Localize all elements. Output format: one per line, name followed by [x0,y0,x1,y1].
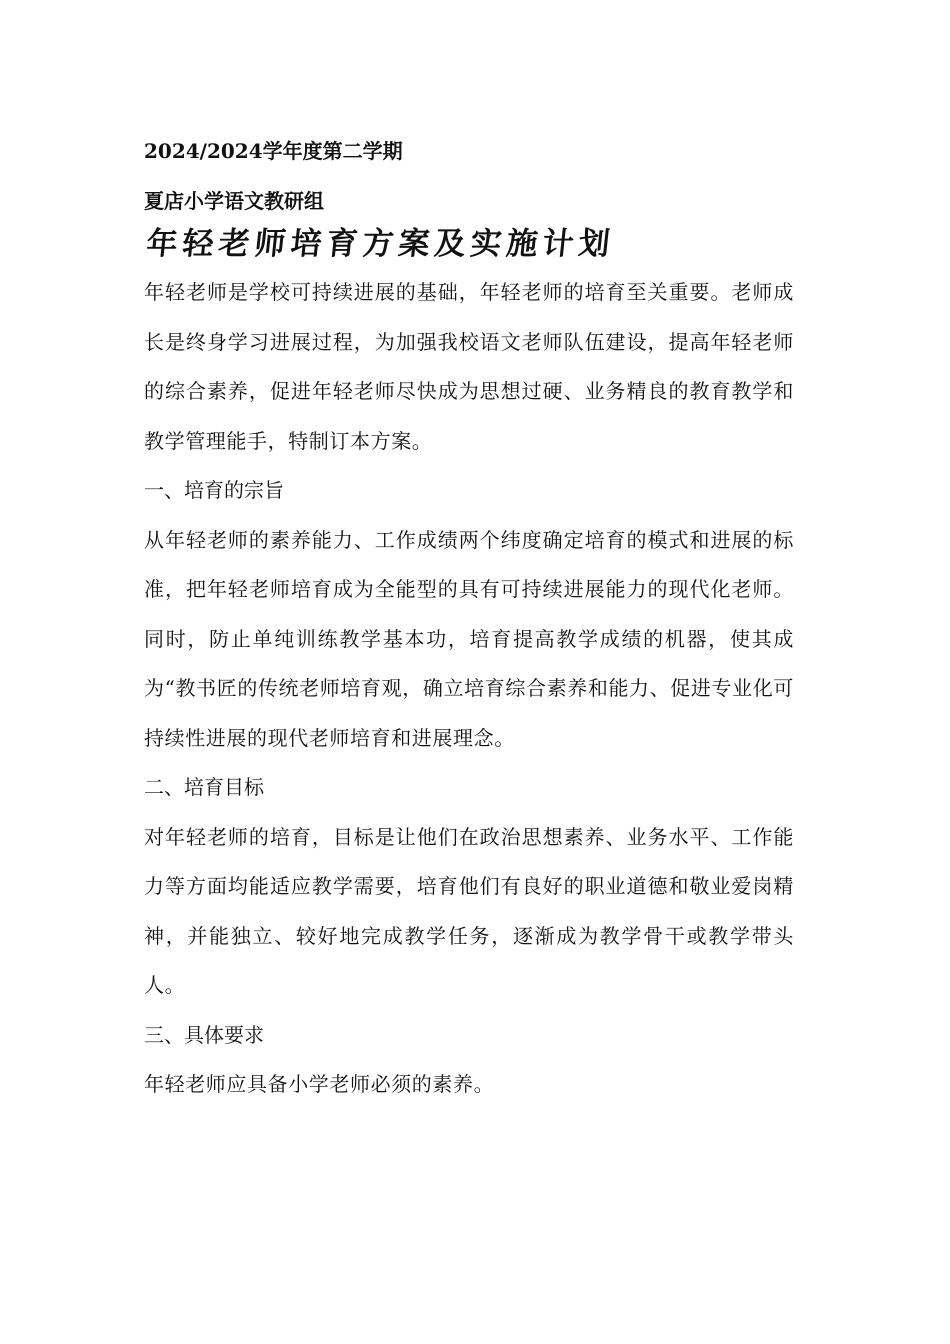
section-body-goals: 对年轻老师的培育，目标是让他们在政治思想素养、业务水平、工作能力等方面均能适应教学需要，培育他们有良好的职业道德和敬业爱岗精神，并能独立、较好地完成教学任务，逐渐成为教学骨干或教学带头人。 [144,824,794,997]
document-body [144,136,794,1110]
section-heading-goals: 二、培育目标 [144,775,264,799]
intro-paragraph: 年轻老师是学校可持续进展的基础，年轻老师的培育至关重要。老师成长是终身学习进展过程，为加强我校语文老师队伍建设，提高年轻老师的综合素养，促进年轻老师尽快成为思想过硬、业务精良的教育教学和教学管理能手，特制订本方案。 [144,280,794,453]
group-line: 夏店小学语文教研组 [144,189,324,213]
section-heading-requirements: 三、具体要求 [144,1022,264,1047]
section-heading-purpose: 一、培育的宗旨 [144,478,284,502]
document-title: 年轻老师培育方案及实施计划 [144,226,617,262]
section-body-requirements: 年轻老师应具备小学老师必须的素养。 [144,1072,495,1096]
section-body-purpose: 从年轻老师的素养能力、工作成绩两个纬度确定培育的模式和进展的标准，把年轻老师培育成为全能型的具有可持续进展能力的现代化老师。同时，防止单纯训练教学基本功，培育提高教学成绩的机器，使其成为“教书匠的传统老师培育观，确立培育综合素养和能力、促进专业化可持续性进展的现代老师培育和进展理念。 [144,527,794,750]
term-line: 2024/2024学年度第二学期 [144,139,403,163]
